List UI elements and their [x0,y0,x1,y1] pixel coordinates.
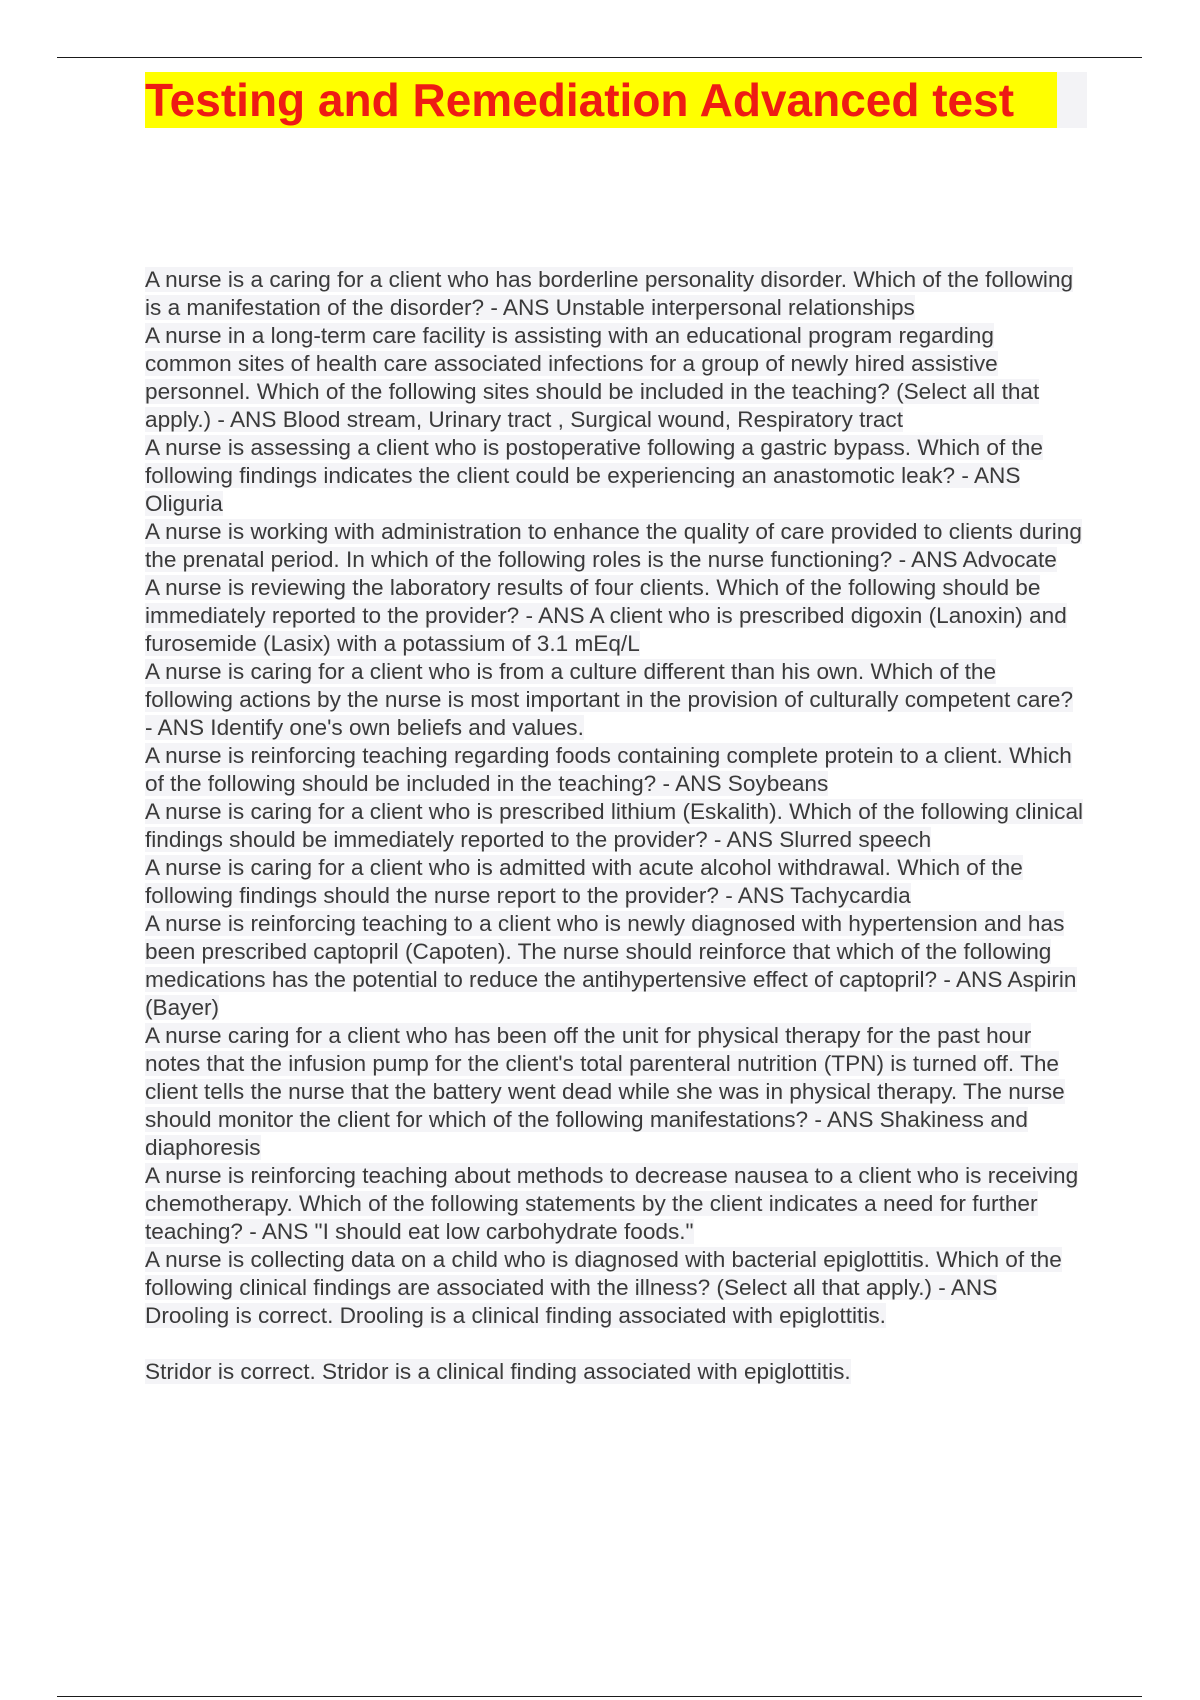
qa-item [145,1022,1085,1162]
qa-item [145,854,1085,910]
top-rule [57,57,1142,58]
qa-text: A nurse is reviewing the laboratory results of four clients. Which of the following should be immediately reported to the provider? - ANS A client who is prescribed digoxin (Lanoxin) and furosemide (Lasix) with a potassium of 3.1 mEq/L [145,575,1067,656]
paragraph-gap [145,1330,1085,1358]
qa-item [145,910,1085,1022]
title-block [145,72,1087,128]
qa-item [145,434,1085,518]
qa-item [145,1162,1085,1246]
document-body [145,266,1085,1386]
qa-text: A nurse is reinforcing teaching about methods to decrease nausea to a client who is receiving chemotherapy. Which of the following statements by the client indicates a need for further teaching? - ANS "I should eat low carbohydrate foods." [145,1163,1079,1244]
qa-item [145,742,1085,798]
qa-text: A nurse in a long-term care facility is assisting with an educational program regarding common sites of health care associated infections for a group of newly hired assistive personnel. Which of the following sites should be included in the teaching? (Select all that apply.) - ANS Blood stream, Urinary tract , Surgical wound, Respiratory tract [145,323,1040,432]
qa-item [145,518,1085,574]
qa-text: A nurse is a caring for a client who has borderline personality disorder. Which of the following is a manifestation of the disorder? - ANS Unstable interpersonal relationships [145,267,1074,320]
qa-item [145,658,1085,742]
qa-item [145,798,1085,854]
qa-text: A nurse is caring for a client who is admitted with acute alcohol withdrawal. Which of the following findings should the nurse report to the provider? - ANS Tachycardia [145,855,1023,908]
qa-text: A nurse is collecting data on a child who is diagnosed with bacterial epiglottitis. Which of the following clinical findings are associated with the illness? (Select all that apply.) - ANS Drooling is correct. Drooling is a clinical finding associated with epiglottitis. [145,1247,1062,1328]
qa-text: A nurse is caring for a client who is from a culture different than his own. Which of the following actions by the nurse is most important in the provision of culturally competent care? - ANS Identify one's own beliefs and values. [145,659,1074,740]
qa-text: A nurse is working with administration to enhance the quality of care provided to clients during the prenatal period. In which of the following roles is the nurse functioning? - ANS Advocate [145,519,1082,572]
qa-item [145,322,1085,434]
qa-item-continuation [145,1358,1085,1386]
qa-text: Stridor is correct. Stridor is a clinical finding associated with epiglottitis. [145,1359,851,1384]
qa-item [145,1246,1085,1330]
qa-text: A nurse is caring for a client who is prescribed lithium (Eskalith). Which of the following clinical findings should be immediately reported to the provider? - ANS Slurred speech [145,799,1084,852]
qa-text: A nurse is reinforcing teaching to a client who is newly diagnosed with hypertension and has been prescribed captopril (Capoten). The nurse should reinforce that which of the following medications has the potential to reduce the antihypertensive effect of captopril? - ANS Aspirin (Bayer) [145,911,1077,1020]
bottom-rule [57,1696,1142,1697]
qa-text: A nurse is assessing a client who is postoperative following a gastric bypass. Which of the following findings indicates the client could be experiencing an anastomotic leak? - ANS Oliguria [145,435,1043,516]
qa-item [145,574,1085,658]
qa-item [145,266,1085,322]
qa-text: A nurse caring for a client who has been off the unit for physical therapy for the past hour notes that the infusion pump for the client's total parenteral nutrition (TPN) is turned off. The client tells the nurse that the battery went dead while she was in physical therapy. The nurse should monitor the client for which of the following manifestations? - ANS Shakiness and diaphoresis [145,1023,1065,1160]
document-title: Testing and Remediation Advanced test [145,72,1057,128]
qa-text: A nurse is reinforcing teaching regarding foods containing complete protein to a client. Which of the following should be included in the teaching? - ANS Soybeans [145,743,1072,796]
